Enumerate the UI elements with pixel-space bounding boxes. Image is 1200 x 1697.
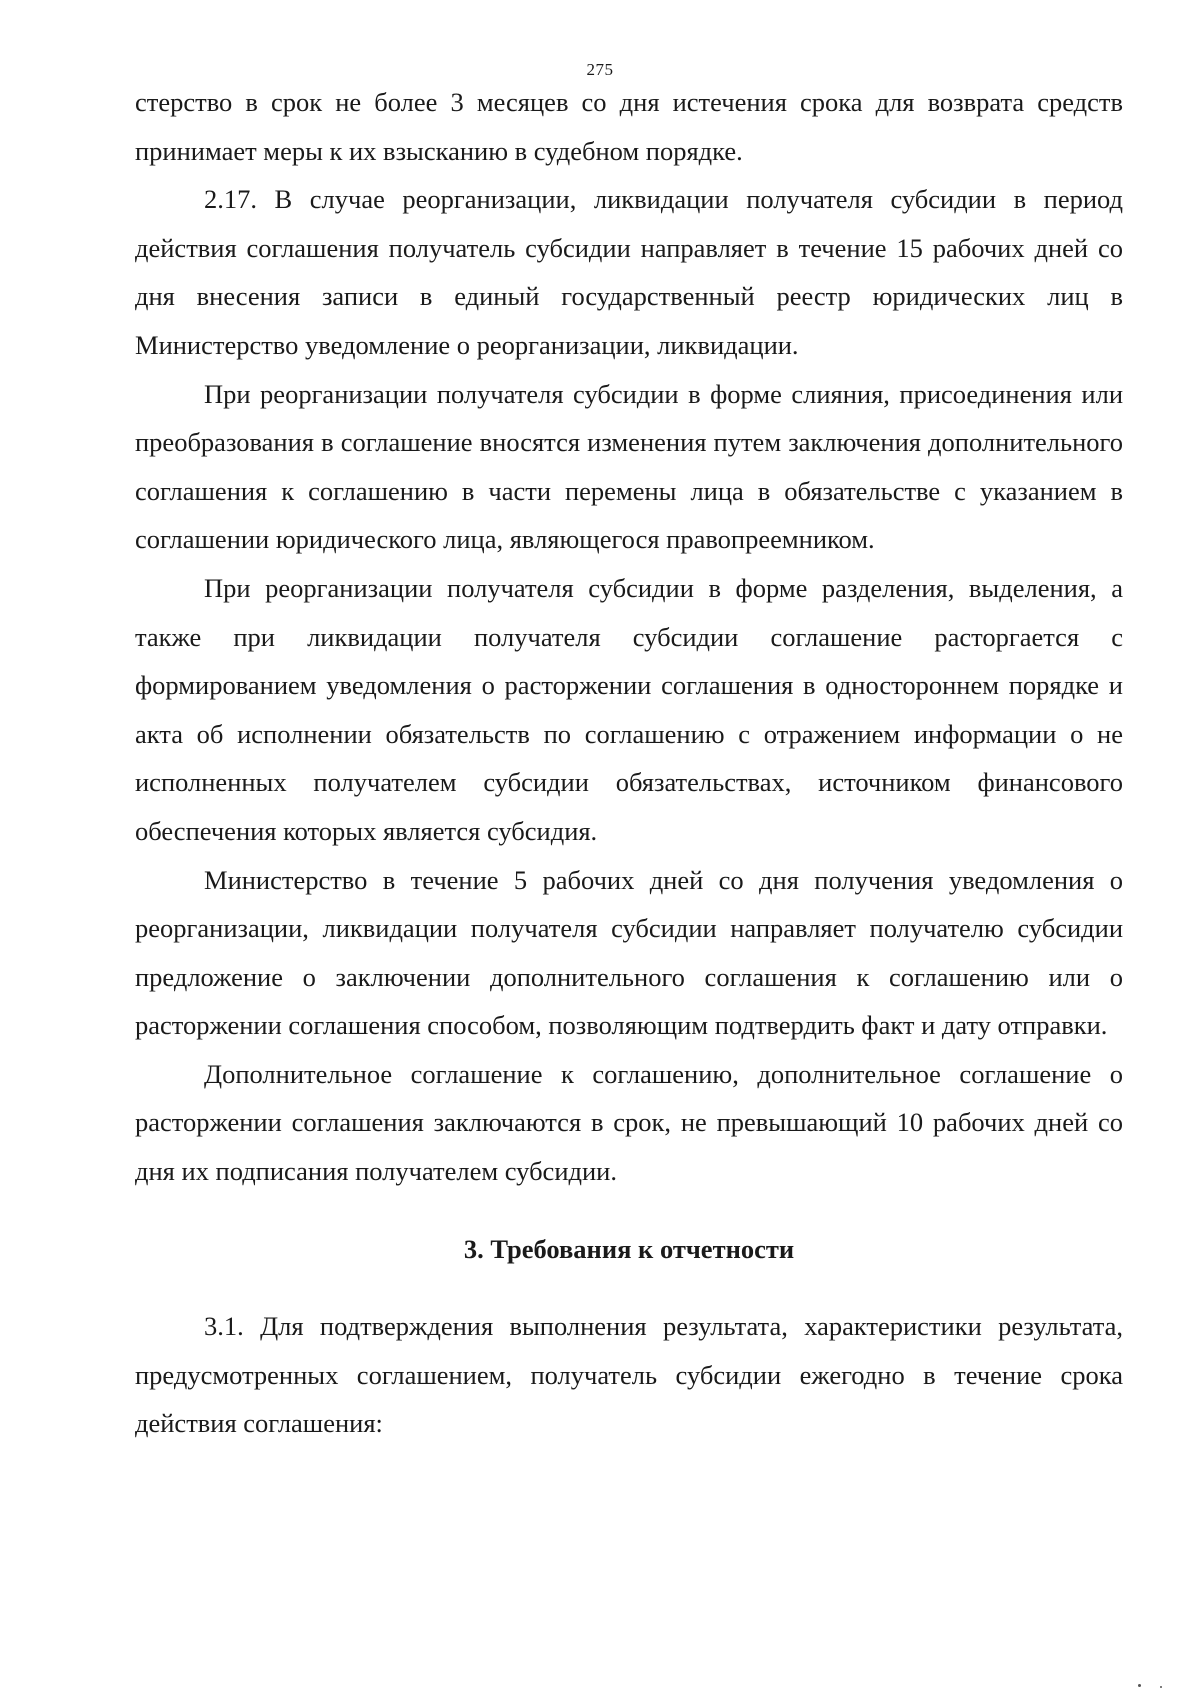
paragraph-3-1: 3.1. Для подтверждения выполнения результата, характеристики результата, предусмотренных соглашением, получатель субсидии ежегодно в течение срока действия соглашения: <box>135 1311 1123 1439</box>
section-heading: 3. Требования к отчетности <box>463 1233 795 1264</box>
paragraph-ministry-notice: Министерство в течение 5 рабочих дней со дня получения уведомления о реорганизации, ликвидации получателя субсидии направляет получателю субсидии предложение о заключении дополнительного соглашения к соглашению или о расторжении соглашения способом, позволяющим подтвердить факт и дату отправки. <box>135 864 1123 1041</box>
paragraph-2-17: 2.17. В случае реорганизации, ликвидации получателя субсидии в период действия соглашения получатель субсидии направляет в течение 15 рабочих дней со дня внесения записи в единый государственный реестр юридических лиц в Министерство уведомление о реорганизации, ликвидации. <box>135 184 1123 360</box>
page-number: 275 <box>586 60 614 79</box>
paragraph-division-liquidation: При реорганизации получателя субсидии в форме разделения, выделения, а также при ликвидации получателя субсидии соглашение расторгается с формированием уведомления о расторжении соглашения в одностороннем порядке и акта об исполнении обязательств по соглашению с отражением информации о не исполненных получателем субсидии обязательствах, источником финансового обеспечения которых является субсидия. <box>135 572 1123 846</box>
scan-artifact <box>1138 1684 1141 1687</box>
paragraph-continuation: стерство в срок не более 3 месяцев со дня истечения срока для возврата средств принимает меры к их взысканию в судебном порядке. <box>135 87 1123 166</box>
paragraph-merger-reorganization: При реорганизации получателя субсидии в форме слияния, присоединения или преобразования в соглашение вносятся изменения путем заключения дополнительного соглашения к соглашению в части перемены лица в обязательстве с указанием в соглашении юридического лица, являющегося правопреемником. <box>135 378 1123 555</box>
scan-artifact <box>1160 1686 1162 1688</box>
paragraph-additional-agreement: Дополнительное соглашение к соглашению, дополнительное соглашение о расторжении соглашения заключаются в срок, не превышающий 10 рабочих дней со дня их подписания получателем субсидии. <box>135 1058 1123 1187</box>
document-body <box>135 78 1123 1448</box>
